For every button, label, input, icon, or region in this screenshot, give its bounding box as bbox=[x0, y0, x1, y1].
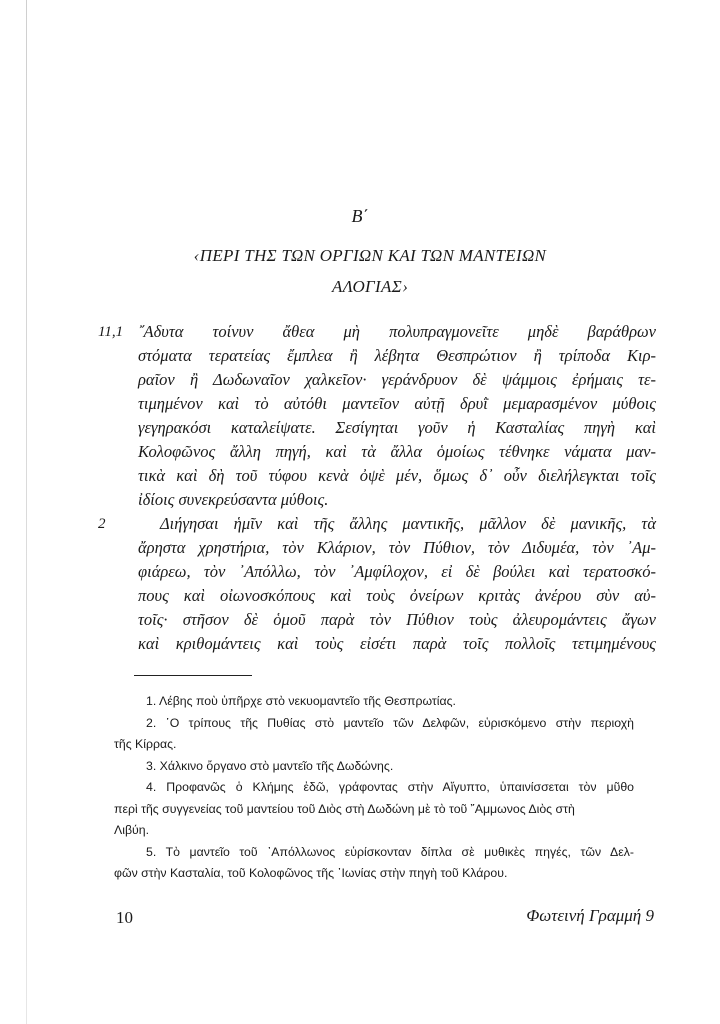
paragraph-marker: 11,1 bbox=[98, 324, 124, 340]
footnote-line: φῶν στὴν Κασταλία, τοῦ Κολοφῶνος τῆς ᾿Ιωνίας στὴν πηγὴ τοῦ Κλάρου. bbox=[114, 866, 508, 880]
footnote-line: 1. Λέβης ποὺ ὑπῆρχε στὸ νεκυομαντεῖο τῆς Θεσπρωτίας. bbox=[146, 694, 456, 708]
main-text bbox=[98, 320, 656, 656]
footnote bbox=[114, 777, 634, 842]
text-line: καὶ κριθομάντεις καὶ τοὺς εἰσέτι παρὰ τοῖς πολλοῖς τετιμημένους bbox=[138, 634, 656, 653]
section-letter: B΄ bbox=[351, 206, 369, 226]
text-line: ἰδίοις συνεκρεύσαντα μύθοις. bbox=[138, 490, 329, 509]
text-line: Κολοφῶνος ἄλλη πηγή, καὶ τὰ ἄλλα ὁμοίως τέθνηκε νάματα μαν- bbox=[138, 442, 656, 461]
text-line: ἄρηστα χρηστήρια, τὸν Κλάριον, τὸν Πύθιον, τὸν Διδυμέα, τὸν ᾿Αμ- bbox=[138, 538, 656, 557]
footnote-line: περὶ τῆς συγγενείας τοῦ μαντείου τοῦ Διὸς στὴ Δωδώνη μὲ τὸ τοῦ ῎Αμμωνος Διὸς στὴ bbox=[114, 801, 575, 816]
text-line-content: ῎Αδυτα τοίνυν ἄθεα μὴ πολυπραγμονεῖτε μηδὲ βαράθρων bbox=[138, 322, 656, 341]
chapter-title-line: ‹ΠΕΡΙ ΤΗΣ ΤΩΝ ΟΡΓΙΩΝ ΚΑΙ ΤΩΝ ΜΑΝΤΕΙΩΝ bbox=[193, 246, 547, 265]
text-line: στόματα τερατείας ἔμπλεα ἢ λέβητα Θεσπρώτιον ἢ τρίποδα Κιρ- bbox=[138, 346, 656, 365]
text-line: ραῖον ἢ Δωδωναῖον χαλκεῖον· γεράνδρυον δὲ ψάμμοις ἐρήμαις τε- bbox=[138, 370, 656, 389]
text-line bbox=[98, 320, 656, 344]
running-footer: Φωτεινή Γραμμή 9 bbox=[526, 906, 654, 925]
footnote-line: τῆς Κίρρας. bbox=[114, 737, 177, 751]
footnote bbox=[114, 756, 634, 778]
paragraph-marker: 2 bbox=[98, 516, 106, 532]
footnote-separator bbox=[134, 675, 252, 676]
footnote bbox=[114, 713, 634, 756]
footnote-line: 3. Χάλκινο ὄργανο στὸ μαντεῖο τῆς Δωδώνης. bbox=[146, 758, 394, 773]
text-line: πους καὶ οἰωνοσκόπους καὶ τοὺς ὀνείρων κριτὰς ἀνέρου σὺν αὐ- bbox=[138, 586, 656, 605]
text-line bbox=[98, 512, 656, 536]
footnote-line: Λιβύη. bbox=[114, 823, 149, 837]
page-number: 10 bbox=[116, 908, 133, 927]
footnotes bbox=[114, 691, 634, 885]
text-line: τικὰ καὶ δὴ τοῦ τύφου κενὰ ὀψὲ μέν, ὅμως δ᾽ οὖν διελήλεγκται τοῖς bbox=[138, 466, 656, 485]
footnote bbox=[114, 691, 634, 713]
chapter-title-line: ΑΛΟΓΙΑΣ› bbox=[331, 277, 409, 296]
footnote-line: 4. Προφανῶς ὁ Κλήμης ἐδῶ, γράφοντας στὴν Αἴγυπτο, ὑπαινίσσεται τὸν μῦθο bbox=[146, 780, 634, 794]
text-line: φιάρεω, τὸν ᾿Απόλλω, τὸν ᾿Αμφίλοχον, εἰ δὲ βούλει καὶ τερατοσκό- bbox=[138, 562, 656, 581]
footnote-line: 5. Τὸ μαντεῖο τοῦ ᾿Απόλλωνος εὑρίσκονταν δίπλα σὲ μυθικὲς πηγές, τῶν Δελ- bbox=[146, 844, 634, 859]
footnote-line: 2. ῾Ο τρίπους τῆς Πυθίας στὸ μαντεῖο τῶν Δελφῶν, εὑρισκόμενο στὴν περιοχὴ bbox=[146, 715, 634, 730]
chapter-title bbox=[130, 240, 610, 302]
page-edge bbox=[26, 0, 27, 1024]
text-line: τοῖς· στῆσον δὲ ὁμοῦ παρὰ τὸν Πύθιον τοὺς ἀλευρομάντεις ἄγων bbox=[138, 610, 656, 629]
text-line: τιμημένον καὶ τὸ αὐτόθι μαντεῖον αὐτῇ δρυῒ μεμαρασμένον μύθοις bbox=[138, 394, 656, 413]
text-line-content: Διήγησαι ἡμῖν καὶ τῆς ἄλλης μαντικῆς, μᾶλλον δὲ μανικῆς, τὰ bbox=[160, 514, 656, 533]
footnote bbox=[114, 842, 634, 885]
text-line: γεγηρακόσι καταλείψατε. Σεσίγηται γοῦν ἡ Κασταλίας πηγὴ καὶ bbox=[138, 418, 656, 437]
